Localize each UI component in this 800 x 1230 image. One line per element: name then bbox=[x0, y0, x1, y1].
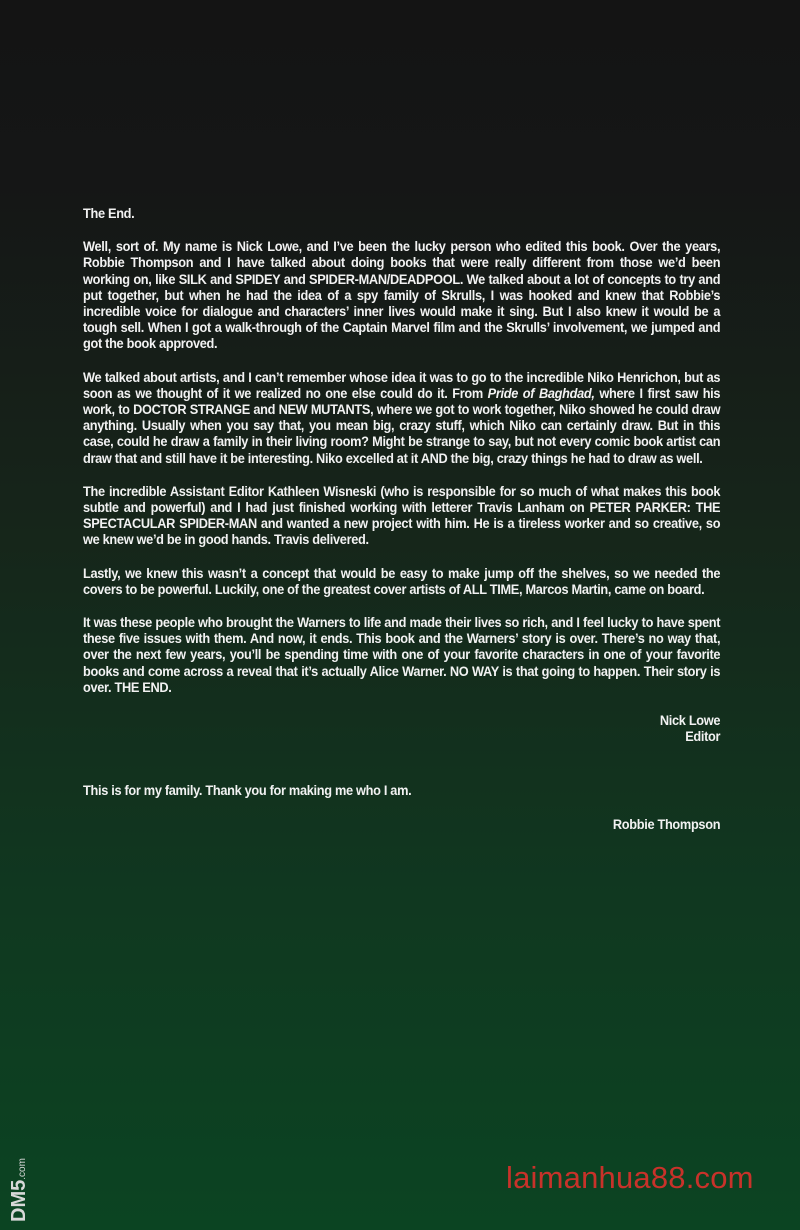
signature-name: Nick Lowe bbox=[659, 713, 721, 730]
dm5-logo-watermark bbox=[6, 1126, 32, 1222]
paragraph-letterer-text: The incredible Assistant Editor Kathleen Wisneski (who is responsible for so much of what makes this book subtle and powerful) and I had just finished working with letterer Travis Lanham on PETER PARKER: THE SPECTACULAR SPIDER-MAN and wanted a new project with him. He is a tireless worker and so creative, so we knew we’d be in good hands. Travis delivered. bbox=[83, 483, 721, 549]
signature-role: Editor bbox=[685, 729, 721, 746]
paragraph-intro bbox=[83, 239, 720, 352]
dm5-logo-suffix: .com bbox=[17, 1158, 28, 1180]
editor-letter bbox=[83, 206, 720, 833]
letter-heading: The End. bbox=[83, 206, 135, 222]
paragraph-ending bbox=[83, 615, 720, 696]
paragraph-covers-text: Lastly, we knew this wasn’t a concept that would be easy to make jump off the shelves, so we needed the covers to be powerful. Luckily, one of the greatest cover artists of ALL TIME, Marcos Martin, came on board. bbox=[83, 565, 721, 598]
book-title-pride-of-baghdad: Pride of Baghdad, bbox=[487, 385, 595, 402]
dedication-signature: Robbie Thompson bbox=[612, 816, 721, 833]
paragraph-ending-text: It was these people who brought the Warners to life and made their lives so rich, and I feel lucky to have spent these five issues with them. And now, it ends. This book and the Warners’ story is over. There’s no way that, over the next few years, you’ll be spending time with one of your favorite characters in one of your favorite books and come across a reveal that it’s actually Alice Warner. NO WAY is that going to happen. Their story is over. THE END. bbox=[83, 615, 721, 696]
paragraph-artists bbox=[83, 370, 720, 467]
dedication: This is for my family. Thank you for making me who I am. bbox=[83, 783, 412, 800]
site-watermark: laimanhua88.com bbox=[506, 1160, 754, 1195]
dm5-logo-text: DM5 bbox=[8, 1179, 30, 1222]
paragraph-covers bbox=[83, 566, 720, 598]
paragraph-artists-text: We talked about artists, and I can’t remember whose idea it was to go to the incredible Niko Henrichon, but as soon as we thought of it we realized no one else could do it. From Pride of Baghdad, where I first saw his work, to DOCTOR STRANGE and NEW MUTANTS, where we got to work together, Niko showed he could draw anything. Usually when you say that, you mean big, crazy stuff, which Niko can certainly draw. But in this case, could he draw a family in their living room? Might be strange to say, but not every comic book artist can draw that and still have it be interesting. Niko excelled at it AND the big, crazy things he had to draw as well. bbox=[83, 369, 721, 467]
paragraph-intro-text: Well, sort of. My name is Nick Lowe, and I’ve been the lucky person who edited this book. Over the years, Robbie Thompson and I have talked about doing books that were really different from those we’d been working on, like SILK and SPIDEY and SPIDER-MAN/DEADPOOL. We talked about a lot of concepts to try and put together, but when he had the idea of a spy family of Skrulls, I was hooked and knew that Robbie’s incredible voice for dialogue and characters’ inner lives would make it sing. But I also knew it would be a tough sell. When I got a walk-through of the Captain Marvel film and the Skrulls’ involvement, we jumped and got the book approved. bbox=[83, 239, 721, 353]
paragraph-letterer bbox=[83, 484, 720, 549]
